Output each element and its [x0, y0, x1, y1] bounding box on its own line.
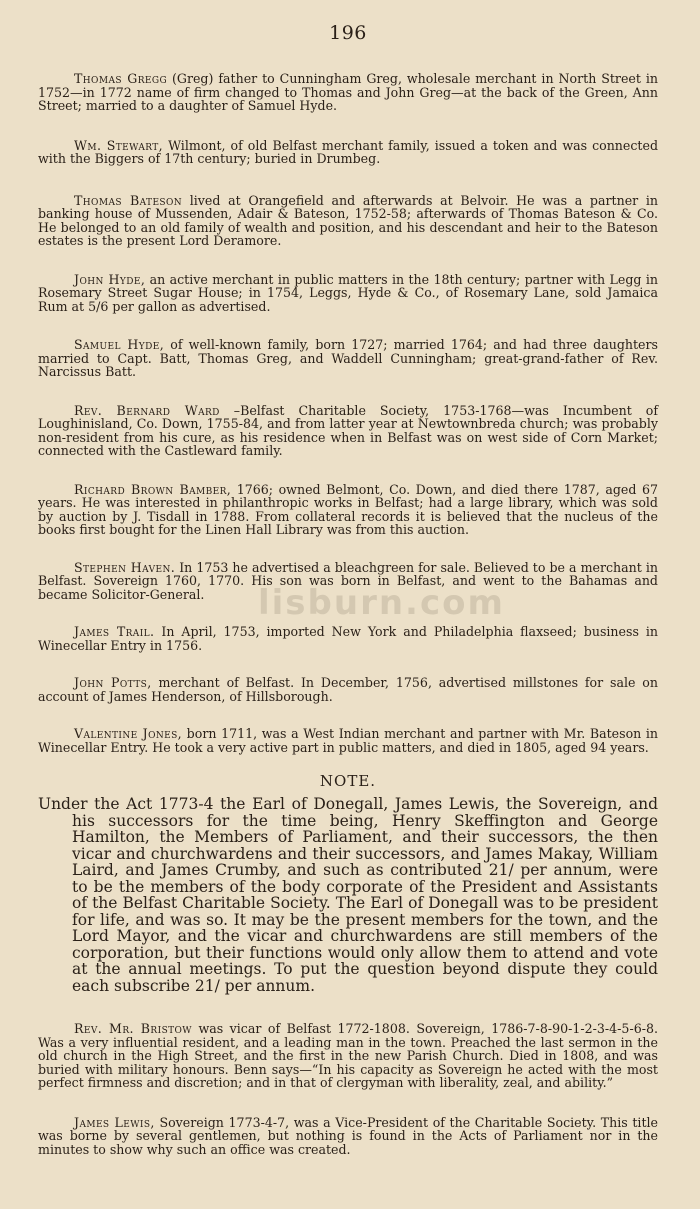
entry-john-hyde	[38, 273, 658, 314]
entry-text: of well-known family, born 1727; married 1764; and had three daughters married to Capt. Batt, Thomas Greg, and Waddell Cunningham; great-grand-father of Rev. Narcissus Batt.	[38, 337, 658, 379]
entry-rev-mr-bristow	[38, 1022, 658, 1090]
note-heading: NOTE.	[319, 772, 377, 790]
entry-valentine-jones	[38, 727, 658, 754]
entry-name: Richard Brown Bamber,	[74, 481, 232, 497]
watermark: lisburn.com	[258, 583, 505, 623]
entry-wm-stewart	[38, 139, 658, 166]
entry-text: –Belfast Charitable Society, 1753-1768—was Incumbent of Loughinisland, Co. Down, 1755-84, and from latter year at Newtownbreda church; was probably non-resident from his cure, as his residence when in Belfast was on west side of Corn Market; connected with the Castleward family.	[38, 402, 658, 458]
entry-text: 1766; owned Belmont, Co. Down, and died there 1787, aged 67 years. He was interested in philanthropic works in Belfast; had a large library, which was sold by auction by J. Tisdall in 1788. From collateral records it is believed that the nucleus of the books first bought for the Linen Hall Library was from this auction.	[38, 481, 658, 537]
entry-samuel-hyde	[38, 338, 658, 379]
note-body: Under the Act 1773-4 the Earl of Donegall, James Lewis, the Sovereign, and his successors for the time being, Henry Skeffington and George Hamilton, the Members of Parliament, and their successors, the then vicar and churchwardens and their successors, and James Makay, William Laird, and James Crumby, and such as contributed 21/ per annum, were to be the members of the body corporate of the President and Assistants of the Belfast Charitable Society. The Earl of Donegall was to be president for life, and was so. It may be the present members for the town, and the Lord Mayor, and the vicar and churchwardens are still members of the corporation, but their functions would only allow them to attend and vote at the annual meetings. To put the question beyond dispute they could each subscribe 21/ per annum.	[38, 795, 658, 995]
entry-text: lived at Orangefield and afterwards at Belvoir. He was a partner in banking house of Mussenden, Adair & Bateson, 1752-58; afterwards of Thomas Bateson & Co. He belonged to an old family of wealth and position, and his descendant and heir to the Bateson estates is the present Lord Deramore.	[38, 192, 658, 248]
entry-name: Rev. Bernard Ward	[74, 402, 220, 418]
entry-name: James Trail.	[74, 624, 155, 639]
entry-richard-brown-bamber	[38, 483, 658, 537]
entry-name: Thomas Gregg	[74, 71, 168, 86]
entry-james-trail	[38, 625, 658, 652]
entry-text: In 1753 he advertised a bleachgreen for sale. Believed to be a merchant in Belfast. Sovereign 1760, 1770. His son was born in Belfast, and went to the Bahamas and became Solicitor-General.	[38, 559, 658, 602]
entry-thomas-gregg	[38, 72, 658, 113]
entry-name: John Potts,	[74, 675, 152, 690]
entry-text: Sovereign 1773-4-7, was a Vice-President of the Charitable Society. This title was borne by several gentlemen, but nothing is found in the Acts of Parliament nor in the minutes to show why such an office was created.	[38, 1114, 658, 1157]
entry-name: Valentine Jones,	[74, 726, 183, 741]
entry-name: Stephen Haven.	[74, 559, 176, 575]
entry-name: John Hyde,	[74, 271, 146, 287]
entry-stephen-haven	[38, 561, 658, 602]
entry-james-lewis	[38, 1116, 658, 1157]
entry-thomas-bateson	[38, 194, 658, 248]
entry-name: Samuel Hyde,	[74, 337, 165, 352]
entry-john-potts	[38, 676, 658, 703]
page-number: 196	[329, 22, 367, 44]
entry-name: Wm. Stewart,	[74, 137, 164, 153]
entry-text: born 1711, was a West Indian merchant and partner with Mr. Bateson in Winecellar Entry. He took a very active part in public matters, and died in 1805, aged 94 years.	[38, 726, 659, 755]
entry-text: merchant of Belfast. In December, 1756, advertised millstones for sale on account of James Henderson, of Hillsborough.	[38, 675, 658, 704]
entry-text: an active merchant in public matters in the 18th century; partner with Legg in Rosemary Street Sugar House; in 1754, Leggs, Hyde & Co., of Rosemary Lane, sold Jamaica Rum at 5/6 per gallon as advertised.	[38, 271, 658, 314]
entry-name: Rev. Mr. Bristow	[74, 1021, 192, 1036]
entry-rev-bernard-ward	[38, 404, 658, 458]
entry-text: Wilmont, of old Belfast merchant family, issued a token and was connected with the Biggers of 17th century; buried in Drumbeg.	[38, 137, 659, 166]
entry-name: Thomas Bateson	[74, 192, 183, 208]
entry-name: James Lewis,	[74, 1114, 155, 1130]
entry-text: In April, 1753, imported New York and Philadelphia flaxseed; business in Winecellar Entry in 1756.	[38, 624, 658, 653]
entry-text: was vicar of Belfast 1772-1808. Sovereign, 1786-7-8-90-1-2-3-4-5-6-8. Was a very influential resident, and a leading man in the town. Preached the last sermon in the old church in the High Street, and the first in the new Parish Church. Died in 1808, and was buried with military honours. Benn says—“In his capacity as Sovereign he acted with the most perfect firmness and discretion; and in that of clergyman with liberality, zeal, and ability.”	[38, 1021, 658, 1090]
entry-text: (Greg) father to Cunningham Greg, wholesale merchant in North Street in 1752—in 1772 name of firm changed to Thomas and John Greg—at the back of the Green, Ann Street; married to a daughter of Samuel Hyde.	[38, 71, 658, 113]
